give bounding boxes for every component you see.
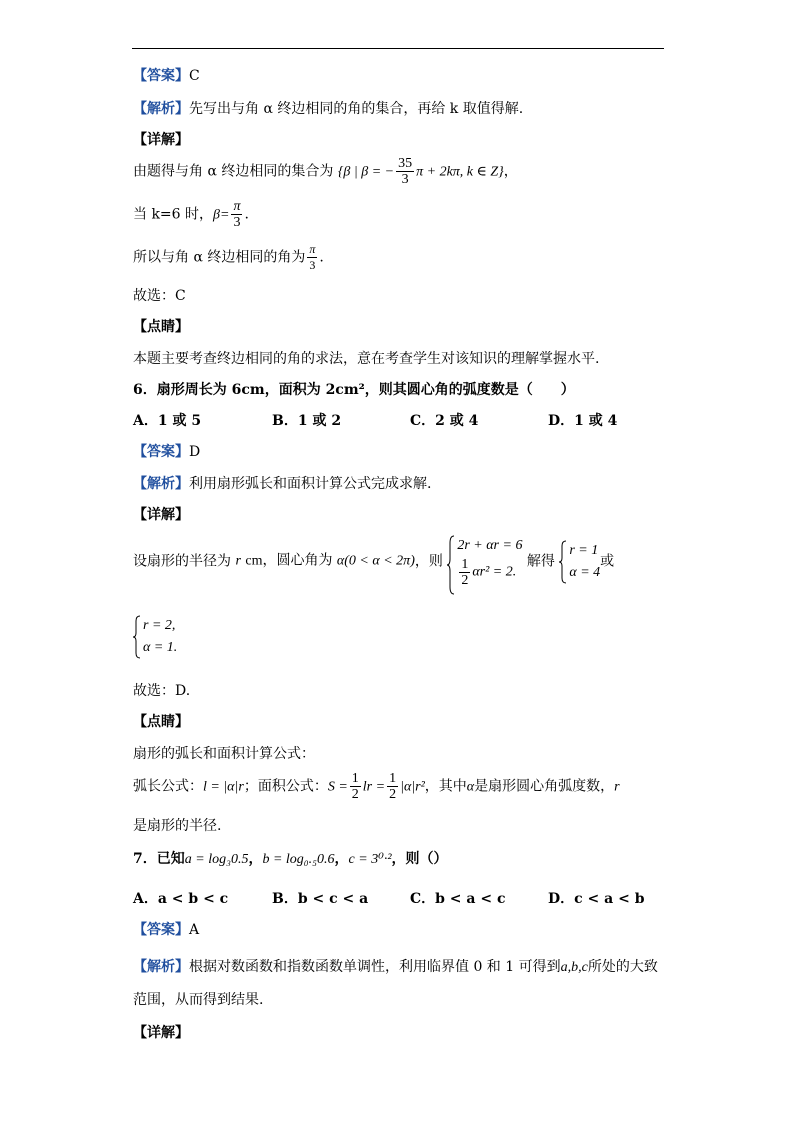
question-6-option-d: D．1 或 4 <box>548 413 618 429</box>
answer-tag: 【答案】 <box>133 68 189 84</box>
question-7-option-a: A．a < b < c <box>133 891 229 907</box>
question-7-option-b: B．b < c < a <box>272 891 369 907</box>
detail-k6-line: 当 k=6 时，β= $\frac{\pi}{3}$ . <box>133 199 249 230</box>
question-7-option-d: D．c < a < b <box>548 891 645 907</box>
answer-line-6: 【答案】D <box>133 444 201 460</box>
detail-heading-7: 【详解】 <box>133 1025 189 1041</box>
question-7-stem: 7．已知a = log₃0.5，b = log₀.₅0.6，c = 3⁰·²，则（） <box>133 851 448 867</box>
comment-heading-5: 【点睛】 <box>133 319 189 335</box>
fraction: $\frac{\pi}{3}$ <box>309 242 316 272</box>
analysis-line-5: 【解析】先写出与角 α 终边相同的角的集合，再给 k 取值得解. <box>133 101 524 117</box>
detail-heading-5: 【详解】 <box>133 132 189 148</box>
equation-system: 2r + αr = 6 $\frac{1}{2}$ αr² = 2. <box>447 535 522 588</box>
choice-line-5: 故选：C <box>133 288 186 304</box>
choice-line-6: 故选：D. <box>133 683 191 699</box>
formula-line-cont: 是扇形的半径. <box>133 818 222 834</box>
header-rule <box>132 48 664 49</box>
solution-system-1: r = 1 α = 4 <box>559 540 600 584</box>
question-6-stem: 6．扇形周长为 6cm，面积为 2cm²，则其圆心角的弧度数是（ ） <box>133 382 575 398</box>
answer-line-5: 【答案】C <box>133 68 200 84</box>
question-6-option-b: B．1 或 2 <box>272 413 342 429</box>
brace-icon <box>559 540 567 584</box>
question-7-option-c: C．b < a < c <box>410 891 506 907</box>
answer-line-7: 【答案】A <box>133 922 200 938</box>
brace-icon <box>133 615 141 659</box>
detail-setup-line: 设扇形的半径为 r cm，圆心角为 α(0 < α < 2π)，则 2r + αr = 6 $\frac{1}{2}$ αr² = 2. 解得 r = 1 α = 4 或 <box>133 535 614 588</box>
analysis-line-6: 【解析】利用扇形弧长和面积计算公式完成求解. <box>133 476 432 492</box>
analysis-tag: 【解析】 <box>133 101 189 117</box>
brace-icon <box>447 535 455 595</box>
comment-text-6: 扇形的弧长和面积计算公式： <box>133 746 315 762</box>
fraction: $\frac{\pi}{3}$ <box>233 199 241 230</box>
fraction: $\frac{35}{3}$ <box>398 156 413 187</box>
question-6-option-c: C．2 或 4 <box>410 413 479 429</box>
comment-heading-6: 【点睛】 <box>133 714 189 730</box>
analysis-line-7-cont: 范围，从而得到结果. <box>133 992 264 1008</box>
detail-result-line: 所以与角 α 终边相同的角为 $\frac{\pi}{3}$ . <box>133 242 324 272</box>
analysis-line-7: 【解析】根据对数函数和指数函数单调性，利用临界值 0 和 1 可得到a,b,c所处的大致 <box>133 959 658 975</box>
question-6-option-a: A．1 或 5 <box>133 413 202 429</box>
comment-text-5: 本题主要考查终边相同的角的求法，意在考查学生对该知识的理解掌握水平. <box>133 351 600 367</box>
detail-set-line: 由题得与角 α 终边相同的集合为 {β | β = − $\frac{35}{3}$ π + 2kπ, k ∈ Z}， <box>133 156 518 187</box>
solution-system-2: r = 2, α = 1. <box>133 615 177 659</box>
formula-line: 弧长公式：l = |α|r；面积公式：S = $\frac{1}{2}$ lr = $\frac{1}{2}$ |α|r²，其中α是扇形圆心角弧度数，r <box>133 771 620 802</box>
detail-heading-6: 【详解】 <box>133 507 189 523</box>
